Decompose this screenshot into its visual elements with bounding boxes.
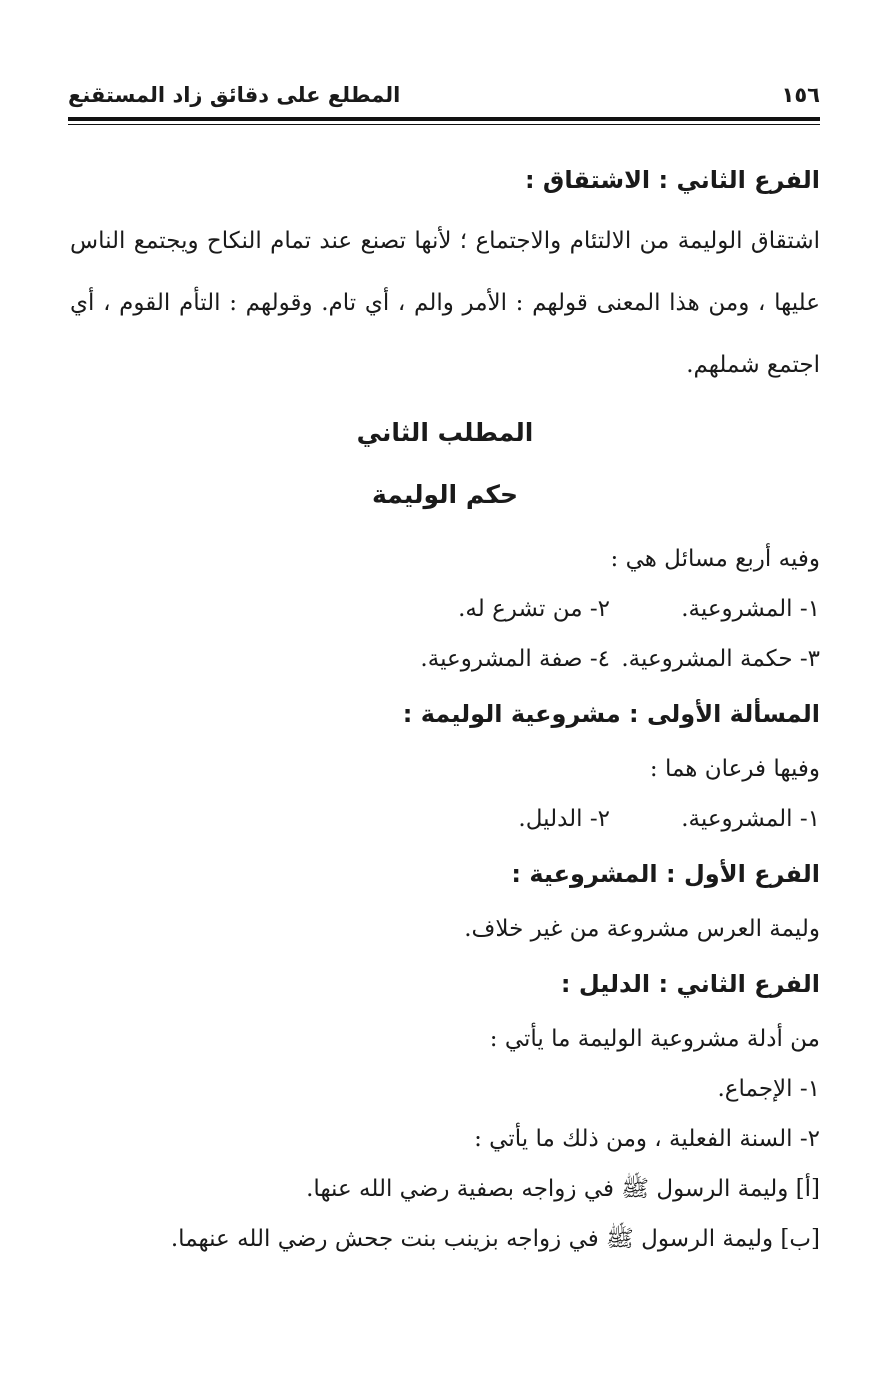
list-item: ٢- من تشرع له.	[458, 596, 610, 622]
far1-text: وليمة العرس مشروعة من غير خلاف.	[464, 916, 820, 942]
masala1-intro: وفيها فرعان هما :	[649, 756, 820, 782]
list-item: ٤- صفة المشروعية.	[420, 646, 610, 672]
ishtiqaq-paragraph: اشتقاق الوليمة من الالتئام والاجتماع ؛ لأنها تصنع عند تمام النكاح ويجتمع الناس عليها ، ومن هذا المعنى قولهم : الأمر والم ، أي تام. وقولهم : التأم القوم ، أي اجتمع شملهم.	[70, 228, 820, 378]
far2-line: [أ] وليمة الرسول ﷺ في زواجه بصفية رضي الله عنها.	[306, 1176, 820, 1202]
far2-line: ٢- السنة الفعلية ، ومن ذلك ما يأتي :	[474, 1126, 820, 1152]
header-rule-thick	[68, 117, 820, 121]
header-rule-thin	[68, 124, 820, 125]
list-item: ١- المشروعية.	[681, 596, 820, 622]
matlab-intro: وفيه أربع مسائل هي :	[610, 546, 820, 572]
masala1-items-row	[70, 794, 820, 844]
matlab-items-row-2	[70, 634, 820, 684]
book-title: المطلع على دقائق زاد المستقنع	[68, 83, 401, 107]
far2-heading: الفرع الثاني : الدليل :	[560, 970, 820, 998]
matlab-subtitle: حكم الوليمة	[371, 480, 518, 509]
page-header	[68, 78, 820, 112]
far2-line: [ب] وليمة الرسول ﷺ في زواجه بزينب بنت جحش رضي الله عنهما.	[170, 1226, 820, 1252]
matlab-title: المطلب الثاني	[356, 418, 534, 447]
far1-heading: الفرع الأول : المشروعية :	[511, 860, 820, 888]
list-item: ٣- حكمة المشروعية.	[621, 646, 820, 672]
page-number: ١٥٦	[781, 83, 820, 107]
matlab-items-row-1	[70, 584, 820, 634]
far2-line: ١- الإجماع.	[717, 1076, 820, 1102]
masala1-heading: المسألة الأولى : مشروعية الوليمة :	[402, 700, 820, 728]
list-item: ٢- الدليل.	[518, 806, 610, 832]
far2-intro: من أدلة مشروعية الوليمة ما يأتي :	[489, 1026, 820, 1052]
list-item: ١- المشروعية.	[681, 806, 820, 832]
section-heading-ishtiqaq: الفرع الثاني : الاشتقاق :	[524, 166, 820, 194]
page-content	[70, 150, 820, 1264]
